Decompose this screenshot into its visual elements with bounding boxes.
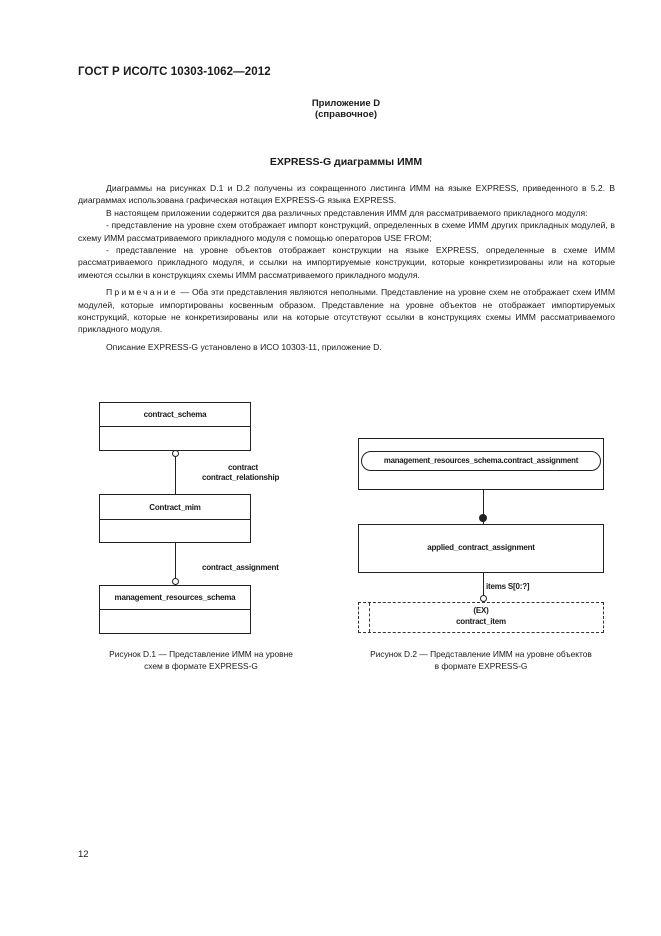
- select-tag: (EX): [473, 606, 489, 615]
- connector-line: [175, 451, 176, 494]
- paragraph-1: Диаграммы на рисунках D.1 и D.2 получены из сокращенного листинга ИММ на языке EXPRESS, приведенного в 5.2. В диаграммах использована графическая нотация EXPRESS-G языка EXPRESS.: [78, 183, 615, 206]
- figure-caption: [76, 649, 326, 672]
- paragraph-4: - представление на уровне объектов отображает конструкции на языке EXPRESS, определенные в схеме ИММ рассматриваемого прикладного модуля, и ссылки на импортируемые конструкции, которые конкретизированы или на которые имеются ссылки в конструкциях схемы ИММ рассматриваемого прикладного модуля.: [78, 245, 615, 280]
- paragraph-5: Описание EXPRESS-G установлено в ИСО 10303-11, приложение D.: [106, 341, 382, 352]
- appendix-heading: [0, 98, 661, 120]
- schema-divider: [100, 609, 250, 610]
- relationship-label: contract_relationship: [202, 473, 280, 482]
- schema-divider: [100, 519, 250, 520]
- document-header: ГОСТ Р ИСО/ТС 10303-1062—2012: [78, 66, 271, 78]
- paragraph-3: - представление на уровне схем отображает импорт конструкций, определенных в схеме ИММ других прикладных модулей, в схему ИММ рассматриваемого прикладного модуля с помощью операторов USE FROM;: [78, 220, 615, 243]
- page-number: 12: [78, 849, 89, 860]
- section-title: EXPRESS-G диаграммы ИММ: [269, 156, 423, 168]
- caption-line: Рисунок D.2 — Представление ИММ на уровне объектов: [370, 649, 592, 659]
- schema-box-management-resources: [99, 585, 251, 634]
- relationship-end-circle: [172, 578, 179, 585]
- reference-entity-box: [358, 438, 604, 490]
- schema-divider: [100, 426, 250, 427]
- schema-box-contract-mim: [99, 494, 251, 543]
- caption-line: в формате EXPRESS-G: [434, 660, 528, 671]
- select-type-box: [358, 602, 604, 633]
- figure-caption: [338, 649, 624, 672]
- schema-box-contract-schema: [99, 402, 251, 451]
- reference-entity-name: management_resources_schema.contract_assignment: [383, 456, 579, 465]
- appendix-subtitle: (справочное): [314, 109, 378, 120]
- appendix-title: Приложение D: [311, 98, 381, 109]
- entity-name: applied_contract_assignment: [427, 543, 535, 552]
- caption-line: схем в формате EXPRESS-G: [144, 660, 258, 671]
- relationship-label: contract: [228, 463, 258, 472]
- note-label: Примечание: [106, 287, 178, 298]
- select-name: contract_item: [456, 617, 506, 626]
- attribute-label: items S[0:?]: [486, 582, 530, 591]
- attribute-end-circle: [480, 595, 487, 602]
- note-text: — Оба эти представления являются неполными. Представление на уровне схем не отображает схем ИММ модулей, которые импортированы косвенным образом. Представление на уровне объектов не отображает импортируемых конструкций, которые не конкретизированы или на которые отсутствуют ссылки в конструкциях схемы ИММ рассматриваемого прикладного модуля.: [78, 287, 615, 335]
- relationship-label: contract_assignment: [202, 563, 279, 572]
- paragraph-2: В настоящем приложении содержится два различных представления ИММ для рассматриваемого прикладного модуля:: [106, 207, 588, 218]
- note-paragraph: [78, 286, 615, 336]
- body-text: [78, 182, 615, 353]
- schema-name: Contract_mim: [149, 503, 201, 512]
- subtype-end-dot: [479, 514, 487, 522]
- schema-name: contract_schema: [143, 410, 207, 419]
- relationship-end-circle: [172, 450, 179, 457]
- entity-box: [358, 524, 604, 573]
- schema-name: management_resources_schema: [114, 593, 236, 602]
- caption-line: Рисунок D.1 — Представление ИММ на уровне: [109, 649, 293, 659]
